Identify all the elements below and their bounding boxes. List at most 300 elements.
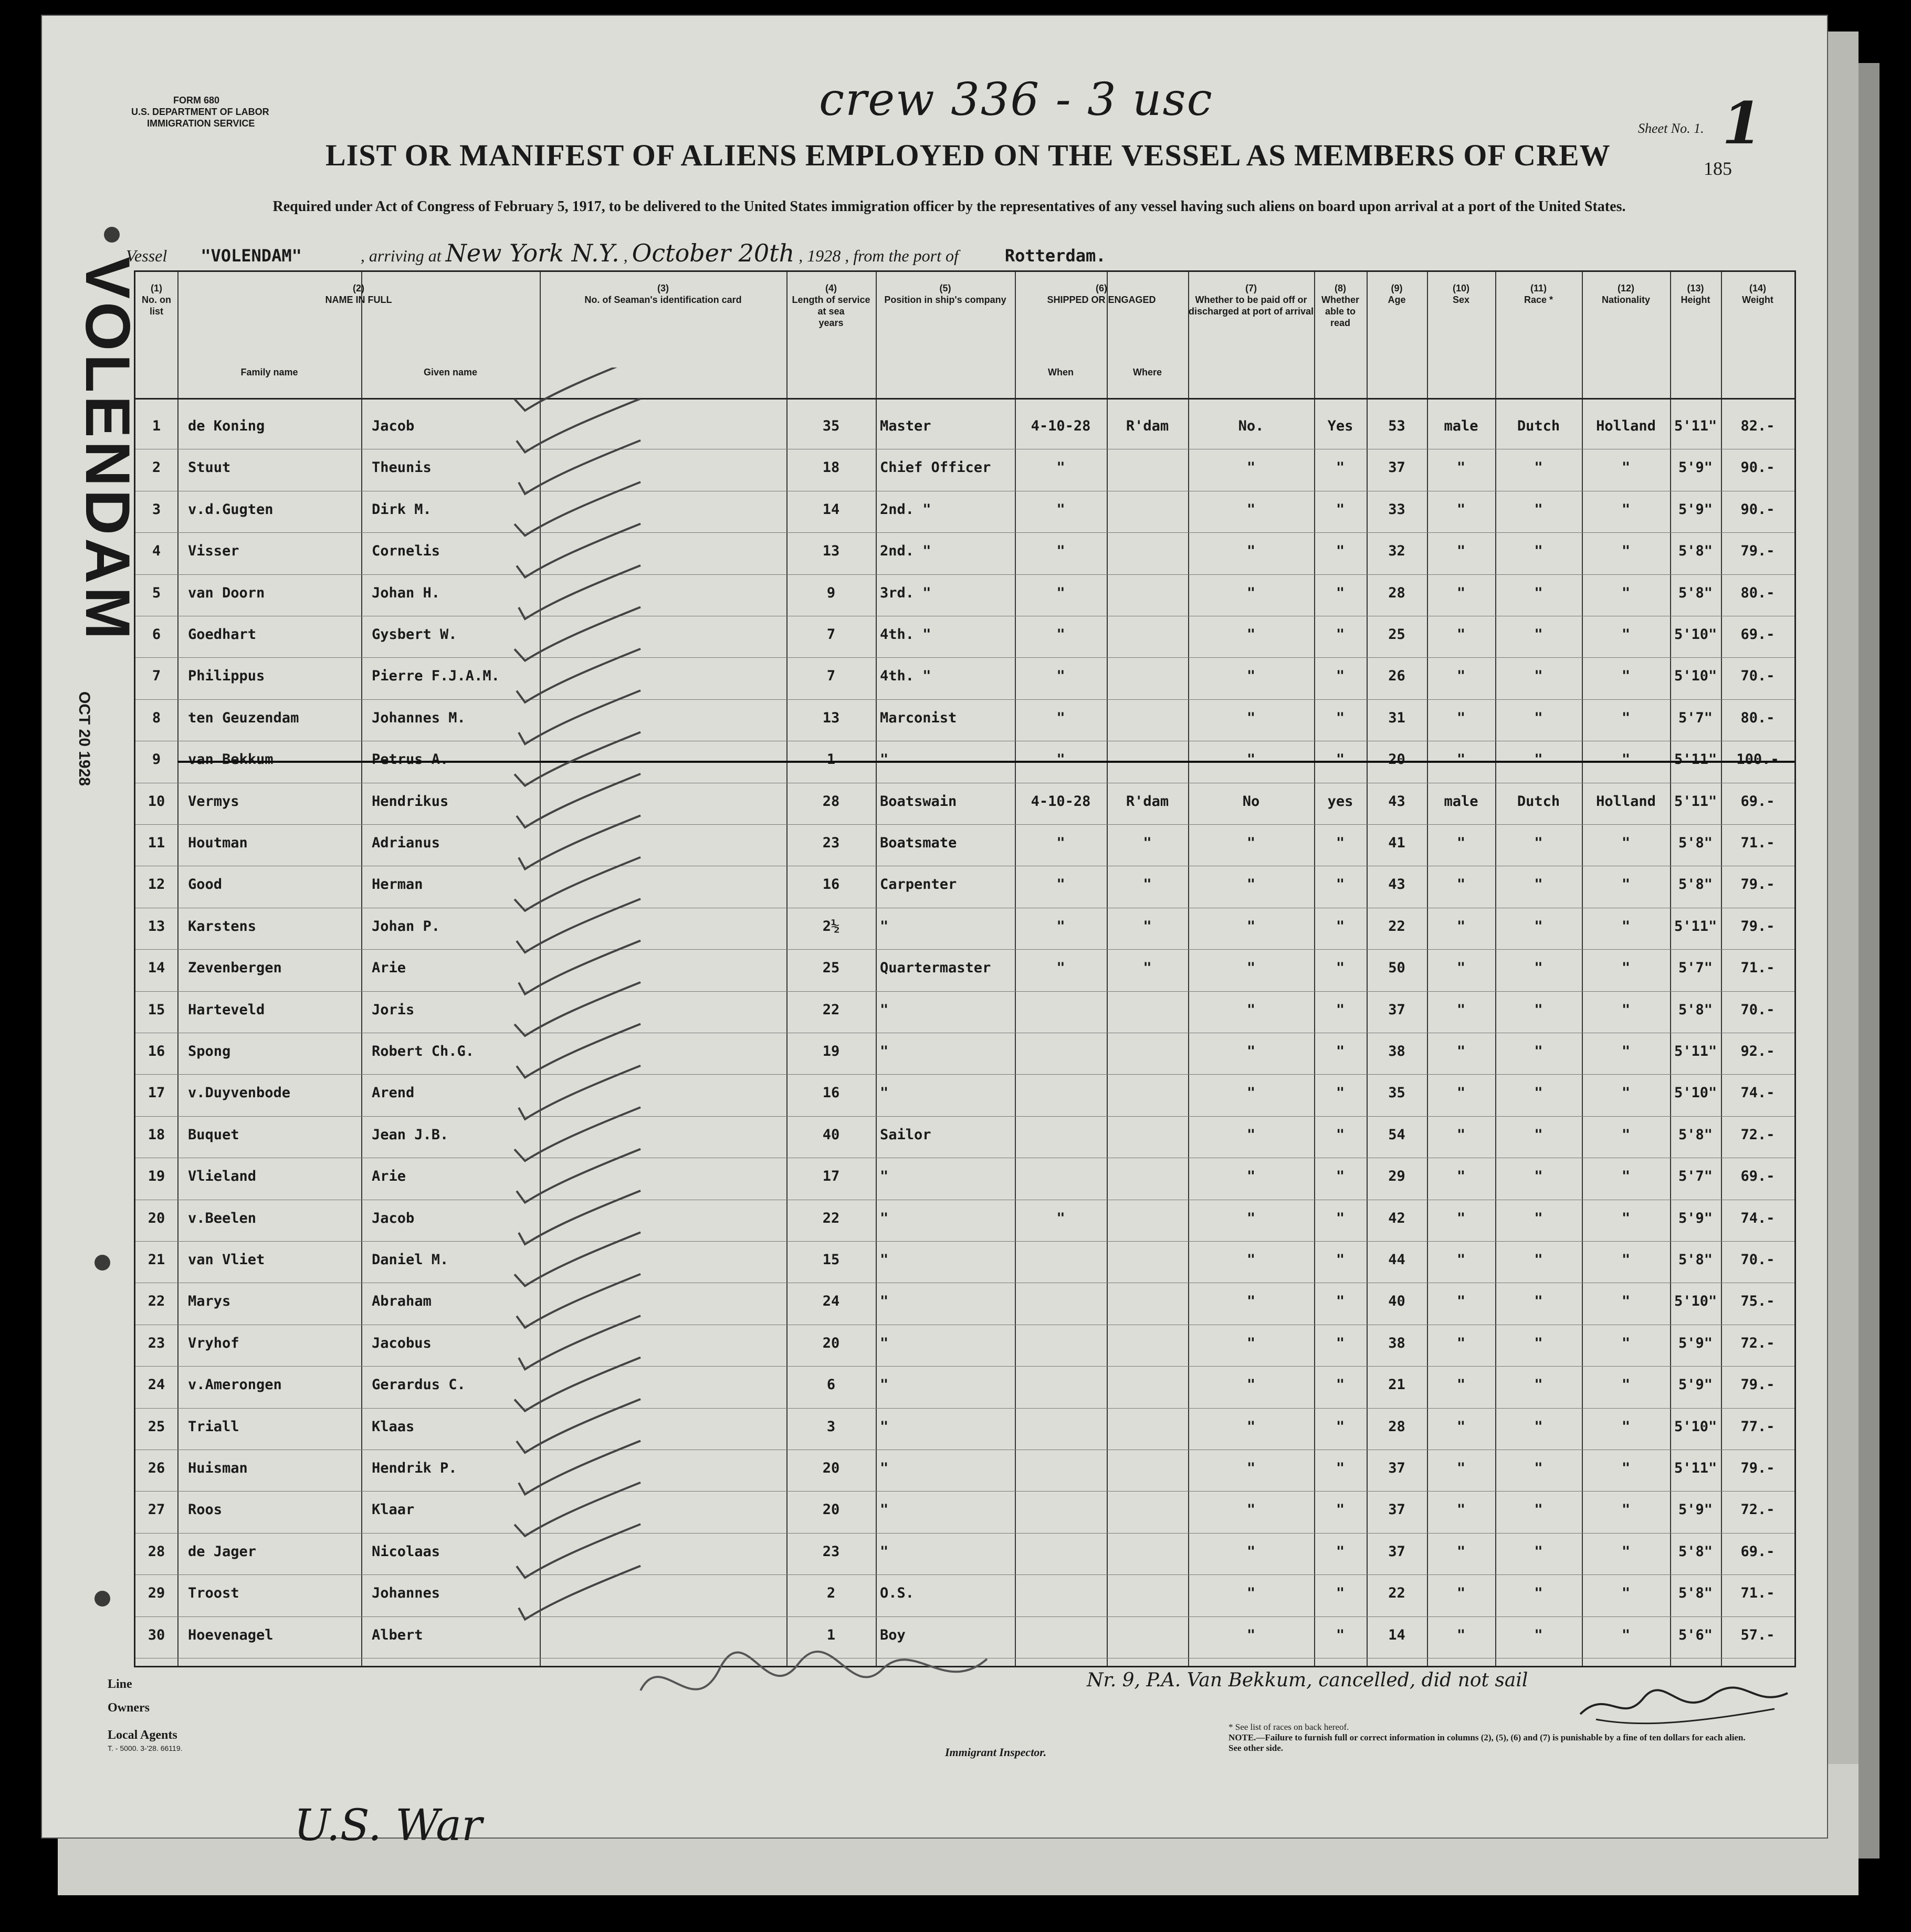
- cell-paid: ": [1246, 960, 1256, 976]
- form-number: FORM 680: [173, 95, 220, 106]
- cell-when: ": [1056, 835, 1065, 851]
- cell-sex: male: [1444, 793, 1478, 810]
- cell-weight: 72.-: [1740, 1502, 1775, 1518]
- cell-family: Vlieland: [188, 1168, 257, 1185]
- cell-age: 20: [1388, 751, 1405, 768]
- cell-position: ": [880, 1502, 889, 1518]
- cell-family: de Koning: [188, 418, 265, 434]
- cell-paid: ": [1246, 918, 1256, 934]
- cell-family: v.Beelen: [188, 1210, 257, 1226]
- header-col-11: [1495, 282, 1582, 306]
- vessel-name: "VOLENDAM": [201, 246, 302, 266]
- cell-paid: ": [1246, 626, 1256, 643]
- cell-sex: ": [1456, 1502, 1466, 1518]
- signature-icon: [1575, 1677, 1796, 1740]
- cell-age: 22: [1388, 1585, 1405, 1602]
- cell-given: Hendrik P.: [372, 1460, 457, 1476]
- cell-race: ": [1534, 1335, 1543, 1351]
- cell-family: van Doorn: [188, 584, 265, 601]
- cell-given: Cornelis: [372, 543, 440, 560]
- cell-years: 17: [822, 1168, 840, 1185]
- cell-family: Good: [188, 876, 223, 893]
- cell-position: Marconist: [880, 709, 957, 726]
- cell-age: 43: [1388, 793, 1405, 810]
- cell-no: 24: [148, 1377, 165, 1393]
- cell-family: Marys: [188, 1293, 231, 1310]
- cell-given: Gerardus C.: [372, 1377, 466, 1393]
- column-divider: [1015, 272, 1016, 1666]
- cell-years: 20: [822, 1335, 840, 1351]
- check-mark-icon: [519, 565, 640, 619]
- cell-sex: ": [1456, 1085, 1466, 1101]
- cell-position: Sailor: [880, 1126, 931, 1143]
- column-divider: [1495, 272, 1496, 1666]
- cell-nat: ": [1621, 1585, 1631, 1602]
- cell-age: 28: [1388, 1418, 1405, 1435]
- cell-weight: 71.-: [1740, 960, 1775, 976]
- cell-position: Boy: [880, 1626, 906, 1643]
- cell-race: ": [1534, 1001, 1543, 1018]
- cell-height: 5'8": [1678, 1543, 1713, 1560]
- cell-where: ": [1143, 835, 1152, 851]
- row-rule: [135, 1366, 1794, 1367]
- cell-nat: ": [1621, 501, 1631, 518]
- header-text: (3): [657, 283, 669, 293]
- header-text: Race *: [1524, 295, 1553, 305]
- cell-sex: ": [1456, 1335, 1466, 1351]
- cell-given: Abraham: [372, 1293, 432, 1310]
- row-rule: [135, 1616, 1794, 1617]
- cell-years: 25: [822, 960, 840, 976]
- cell-age: 26: [1388, 668, 1405, 685]
- cell-given: Arend: [372, 1085, 415, 1101]
- cell-paid: ": [1246, 668, 1256, 685]
- cell-no: 13: [148, 918, 165, 934]
- cell-nat: ": [1621, 626, 1631, 643]
- cell-years: 13: [822, 543, 840, 560]
- cell-age: 42: [1388, 1210, 1405, 1226]
- cell-position: Master: [880, 418, 931, 434]
- column-divider: [1427, 272, 1428, 1666]
- check-marks: [504, 368, 662, 1690]
- cell-height: 5'8": [1678, 543, 1713, 560]
- cell-race: ": [1534, 626, 1543, 643]
- check-mark-icon: [517, 1024, 640, 1077]
- check-mark-icon: [514, 607, 640, 660]
- cell-paid: ": [1246, 1210, 1256, 1226]
- column-divider: [1367, 272, 1368, 1666]
- cell-no: 23: [148, 1335, 165, 1351]
- cell-family: Harteveld: [188, 1001, 265, 1018]
- cell-height: 5'11": [1674, 918, 1717, 934]
- cell-height: 5'8": [1678, 1585, 1713, 1602]
- header-col-9: [1367, 282, 1427, 306]
- cell-position: 4th. ": [880, 626, 931, 643]
- cell-race: ": [1534, 1126, 1543, 1143]
- cell-read: ": [1336, 1168, 1345, 1185]
- cell-family: Vermys: [188, 793, 239, 810]
- cell-given: Arie: [372, 960, 406, 976]
- row-rule: [135, 699, 1794, 700]
- cell-position: ": [880, 1252, 889, 1268]
- cell-no: 30: [148, 1626, 165, 1643]
- cell-weight: 80.-: [1740, 584, 1775, 601]
- cell-position: ": [880, 1377, 889, 1393]
- check-mark-icon: [517, 899, 640, 952]
- cell-read: ": [1336, 668, 1345, 685]
- arrival-year: , 1928: [799, 246, 841, 265]
- cell-sex: ": [1456, 459, 1466, 476]
- header-when: When: [1048, 367, 1074, 377]
- cell-height: 5'11": [1674, 1043, 1717, 1059]
- cell-sex: ": [1456, 751, 1466, 768]
- cell-sex: ": [1456, 668, 1466, 685]
- check-mark-icon: [514, 732, 640, 786]
- cell-position: O.S.: [880, 1585, 915, 1602]
- cell-height: 5'11": [1674, 751, 1717, 768]
- cell-sex: ": [1456, 626, 1466, 643]
- cell-race: ": [1534, 709, 1543, 726]
- cell-given: Jacob: [372, 418, 415, 434]
- cell-age: 43: [1388, 876, 1405, 893]
- cell-no: 16: [148, 1043, 165, 1059]
- cell-age: 31: [1388, 709, 1405, 726]
- cell-height: 5'9": [1678, 1210, 1713, 1226]
- cell-years: 13: [822, 709, 840, 726]
- cell-height: 5'8": [1678, 1126, 1713, 1143]
- cell-weight: 74.-: [1740, 1085, 1775, 1101]
- cell-when: ": [1056, 1210, 1065, 1226]
- cell-position: Boatswain: [880, 793, 957, 810]
- cell-when: ": [1056, 626, 1065, 643]
- cell-position: Chief Officer: [880, 459, 991, 476]
- header-text: (14): [1749, 283, 1766, 293]
- cell-position: ": [880, 1335, 889, 1351]
- cell-weight: 79.-: [1740, 1377, 1775, 1393]
- cell-where: ": [1143, 960, 1152, 976]
- cell-no: 5: [152, 584, 161, 601]
- cell-weight: 57.-: [1740, 1626, 1775, 1643]
- cell-race: ": [1534, 918, 1543, 934]
- punch-hole: [94, 1255, 110, 1270]
- cell-given: Jacobus: [372, 1335, 432, 1351]
- cell-years: 23: [822, 835, 840, 851]
- cell-paid: ": [1246, 1293, 1256, 1310]
- check-mark-icon: [517, 1524, 640, 1578]
- cell-sex: ": [1456, 1543, 1466, 1560]
- header-text: Height: [1681, 295, 1710, 305]
- cell-position: Quartermaster: [880, 960, 991, 976]
- cell-weight: 79.-: [1740, 543, 1775, 560]
- check-mark-icon: [514, 1358, 640, 1411]
- inspector-label: Immigrant Inspector.: [945, 1746, 1047, 1759]
- cell-read: ": [1336, 1335, 1345, 1351]
- cell-years: 16: [822, 876, 840, 893]
- cell-height: 5'8": [1678, 835, 1713, 851]
- cell-no: 14: [148, 960, 165, 976]
- cell-nat: ": [1621, 960, 1631, 976]
- cell-nat: ": [1621, 543, 1631, 560]
- cell-years: 15: [822, 1252, 840, 1268]
- cell-when: ": [1056, 709, 1065, 726]
- vessel-label: Vessel: [126, 246, 167, 265]
- cell-race: ": [1534, 1085, 1543, 1101]
- department-label: U.S. DEPARTMENT OF LABOR: [131, 107, 269, 117]
- cell-nat: ": [1621, 1626, 1631, 1643]
- cell-race: ": [1534, 835, 1543, 851]
- cell-sex: ": [1456, 1001, 1466, 1018]
- cell-position: 2nd. ": [880, 501, 931, 518]
- cell-no: 9: [152, 751, 161, 768]
- cell-sex: ": [1456, 709, 1466, 726]
- cell-given: Klaas: [372, 1418, 415, 1435]
- cell-years: 16: [822, 1085, 840, 1101]
- cell-read: ": [1336, 835, 1345, 851]
- row-rule: [135, 1533, 1794, 1534]
- check-mark-icon: [514, 368, 640, 411]
- date-stamp: [68, 688, 100, 898]
- cell-race: ": [1534, 1543, 1543, 1560]
- cell-paid: ": [1246, 501, 1256, 518]
- row-rule: [135, 1116, 1794, 1117]
- cell-paid: ": [1246, 1252, 1256, 1268]
- header-col-12: [1582, 282, 1670, 306]
- cell-years: 9: [826, 584, 836, 601]
- cell-paid: No.: [1238, 418, 1264, 434]
- cell-sex: ": [1456, 501, 1466, 518]
- cell-read: ": [1336, 501, 1345, 518]
- check-mark-icon: [519, 941, 640, 994]
- footer-agents-label: Local Agents: [108, 1728, 177, 1742]
- cell-paid: ": [1246, 1460, 1256, 1476]
- cell-read: ": [1336, 918, 1345, 934]
- inspector-signature-icon: [630, 1638, 998, 1743]
- header-text: Position in ship's company: [884, 295, 1006, 305]
- cell-given: Daniel M.: [372, 1252, 449, 1268]
- cell-race: ": [1534, 459, 1543, 476]
- row-rule: [135, 1241, 1794, 1242]
- cell-family: de Jager: [188, 1543, 257, 1560]
- cell-nat: ": [1621, 751, 1631, 768]
- cell-given: Klaar: [372, 1502, 415, 1518]
- cell-years: 19: [822, 1043, 840, 1059]
- cell-age: 35: [1388, 1085, 1405, 1101]
- cell-family: Huisman: [188, 1460, 248, 1476]
- cell-given: Jacob: [372, 1210, 415, 1226]
- cell-height: 5'7": [1678, 960, 1713, 976]
- header-text: (13): [1687, 283, 1704, 293]
- cell-race: ": [1534, 501, 1543, 518]
- cell-race: ": [1534, 960, 1543, 976]
- header-text: (12): [1617, 283, 1634, 293]
- header-text: (4): [825, 283, 837, 293]
- cell-when: ": [1056, 501, 1065, 518]
- column-divider: [177, 272, 178, 1666]
- cell-position: 2nd. ": [880, 543, 931, 560]
- cell-no: 11: [148, 835, 165, 851]
- cell-read: ": [1336, 1085, 1345, 1101]
- cell-given: Adrianus: [372, 835, 440, 851]
- cell-race: ": [1534, 1460, 1543, 1476]
- cell-weight: 74.-: [1740, 1210, 1775, 1226]
- cell-age: 53: [1388, 418, 1405, 434]
- cell-read: ": [1336, 1001, 1345, 1018]
- header-text: SHIPPED OR ENGAGED: [1047, 295, 1156, 305]
- cell-paid: ": [1246, 751, 1256, 768]
- cell-read: ": [1336, 543, 1345, 560]
- cell-position: 4th. ": [880, 668, 931, 685]
- cell-weight: 69.-: [1740, 1543, 1775, 1560]
- cell-weight: 69.-: [1740, 793, 1775, 810]
- cell-position: ": [880, 1210, 889, 1226]
- header-text: (1): [151, 283, 162, 293]
- cell-position: ": [880, 1460, 889, 1476]
- requirement-text: Required under Act of Congress of February 5, 1917, to be delivered to the United States immigration officer by the representatives of any vessel having such aliens on board upon arrival at a port of the United States.: [272, 198, 1626, 215]
- cell-sex: ": [1456, 543, 1466, 560]
- header-text: Weight: [1742, 295, 1773, 305]
- manifest-table: [134, 270, 1796, 1667]
- header-text: Whether able to read: [1321, 295, 1359, 328]
- cell-given: Jean J.B.: [372, 1126, 449, 1143]
- cell-sex: male: [1444, 418, 1478, 434]
- cell-where: R'dam: [1126, 418, 1169, 434]
- header-text: (5): [939, 283, 951, 293]
- check-mark-icon: [517, 774, 640, 827]
- cell-nat: ": [1621, 1335, 1631, 1351]
- header-given-name: Given name: [423, 367, 478, 377]
- cell-race: ": [1534, 1043, 1543, 1059]
- cell-family: Zevenbergen: [188, 960, 282, 976]
- cell-sex: ": [1456, 835, 1466, 851]
- cell-position: ": [880, 751, 889, 768]
- sheet-number: Sheet No. 1.: [1638, 121, 1704, 136]
- cell-read: ": [1336, 1585, 1345, 1602]
- cell-age: 22: [1388, 918, 1405, 934]
- column-divider: [1314, 272, 1315, 1666]
- header-col-8: [1314, 282, 1367, 329]
- cell-when: ": [1056, 960, 1065, 976]
- check-mark-icon: [519, 1066, 640, 1119]
- cell-read: Yes: [1327, 418, 1353, 434]
- column-divider: [1721, 272, 1722, 1666]
- sheet-number-handwritten: 1: [1722, 89, 1762, 157]
- cell-paid: ": [1246, 1377, 1256, 1393]
- cell-years: 7: [826, 668, 836, 685]
- cell-read: ": [1336, 1043, 1345, 1059]
- cell-weight: 69.-: [1740, 626, 1775, 643]
- cell-given: Dirk M.: [372, 501, 432, 518]
- cell-nat: ": [1621, 1252, 1631, 1268]
- header-text: No. on list: [142, 295, 171, 317]
- cell-family: v.d.Gugten: [188, 501, 274, 518]
- cell-race: ": [1534, 1502, 1543, 1518]
- cell-family: Philippus: [188, 668, 265, 685]
- header-col-13: [1670, 282, 1721, 306]
- cell-no: 6: [152, 626, 161, 643]
- cell-sex: ": [1456, 1460, 1466, 1476]
- cell-family: Troost: [188, 1585, 239, 1602]
- row-rule: [135, 991, 1794, 992]
- cell-nat: ": [1621, 1418, 1631, 1435]
- cell-no: 1: [152, 418, 161, 434]
- cell-position: Boatsmate: [880, 835, 957, 851]
- cell-weight: 71.-: [1740, 1585, 1775, 1602]
- cell-paid: ": [1246, 1626, 1256, 1643]
- cell-years: 20: [822, 1502, 840, 1518]
- cell-height: 5'10": [1674, 1085, 1717, 1101]
- cell-no: 17: [148, 1085, 165, 1101]
- cell-nat: ": [1621, 1502, 1631, 1518]
- cell-weight: 70.-: [1740, 1252, 1775, 1268]
- cell-read: ": [1336, 1252, 1345, 1268]
- cell-race: ": [1534, 1210, 1543, 1226]
- cell-race: ": [1534, 1252, 1543, 1268]
- cell-family: Vryhof: [188, 1335, 239, 1351]
- cell-when: ": [1056, 459, 1065, 476]
- cell-weight: 70.-: [1740, 668, 1775, 685]
- cell-read: ": [1336, 1626, 1345, 1643]
- cell-age: 37: [1388, 1543, 1405, 1560]
- vessel-line: Vessel "VOLENDAM" , arriving at New York N.Y. , October 20th , 1928 , from the port of Rotterdam.: [126, 239, 1106, 267]
- cell-years: 35: [822, 418, 840, 434]
- cell-sex: ": [1456, 1626, 1466, 1643]
- cell-family: Roos: [188, 1502, 223, 1518]
- cell-given: Joris: [372, 1001, 415, 1018]
- check-mark-icon: [519, 815, 640, 869]
- column-divider: [1582, 272, 1583, 1666]
- cell-when: 4-10-28: [1031, 793, 1091, 810]
- cell-weight: 79.-: [1740, 918, 1775, 934]
- cell-paid: ": [1246, 1418, 1256, 1435]
- cell-age: 37: [1388, 1001, 1405, 1018]
- cell-nat: ": [1621, 1168, 1631, 1185]
- header-family-name: Family name: [240, 367, 298, 377]
- cell-years: 24: [822, 1293, 840, 1310]
- cell-paid: No: [1242, 793, 1260, 810]
- cell-nat: ": [1621, 709, 1631, 726]
- check-mark-icon: [517, 1274, 640, 1328]
- cell-years: 40: [822, 1126, 840, 1143]
- check-mark-icon: [517, 1149, 640, 1203]
- cell-nat: ": [1621, 876, 1631, 893]
- departure-port: Rotterdam.: [1004, 246, 1106, 266]
- column-divider: [786, 272, 788, 1666]
- header-text: years: [818, 318, 844, 328]
- cell-given: Theunis: [372, 459, 432, 476]
- cell-no: 27: [148, 1502, 165, 1518]
- cell-read: ": [1336, 459, 1345, 476]
- header-col-5: [876, 282, 1015, 306]
- cell-weight: 80.-: [1740, 709, 1775, 726]
- cell-age: 21: [1388, 1377, 1405, 1393]
- cell-no: 25: [148, 1418, 165, 1435]
- cancellation-note: Nr. 9, P.A. Van Bekkum, cancelled, did not sail: [1087, 1670, 1528, 1691]
- cell-nat: ": [1621, 918, 1631, 934]
- cell-position: ": [880, 1168, 889, 1185]
- cell-race: ": [1534, 751, 1543, 768]
- cell-years: 14: [822, 501, 840, 518]
- print-code: T. - 5000. 3-'28. 66119.: [108, 1744, 183, 1752]
- cell-read: ": [1336, 1543, 1345, 1560]
- cell-given: Albert: [372, 1626, 423, 1643]
- cell-age: 40: [1388, 1293, 1405, 1310]
- cell-height: 5'9": [1678, 459, 1713, 476]
- cell-weight: 69.-: [1740, 1168, 1775, 1185]
- check-mark-icon: [517, 524, 640, 578]
- cell-position: ": [880, 1001, 889, 1018]
- cell-no: 15: [148, 1001, 165, 1018]
- cell-read: ": [1336, 1460, 1345, 1476]
